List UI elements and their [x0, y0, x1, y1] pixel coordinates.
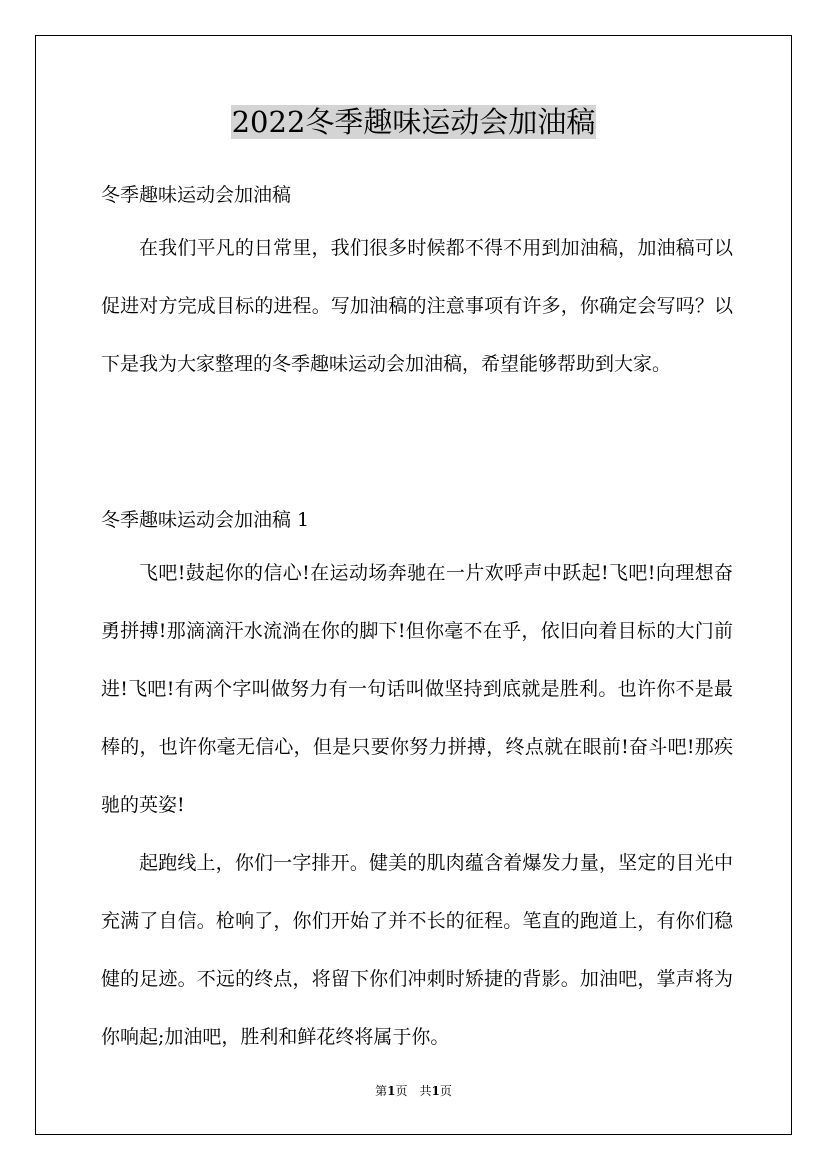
footer-suffix: 页: [439, 1084, 452, 1098]
page-footer: [0, 1083, 827, 1099]
intro-heading: 冬季趣味运动会加油稿: [101, 184, 292, 206]
section1-heading: 冬季趣味运动会加油稿 1: [101, 509, 310, 531]
footer-prefix: 第: [375, 1084, 388, 1098]
intro-paragraph: 在我们平凡的日常里，我们很多时候都不得不用到加油稿，加油稿可以促进对方完成目标的进程。写加油稿的注意事项有许多，你确定会写吗？以下是我为大家整理的冬季趣味运动会加油稿，希望能够帮助到大家。: [101, 237, 733, 375]
footer-mid: 页 共: [395, 1084, 432, 1098]
footer-page-total: 1: [431, 1084, 440, 1098]
footer-page-current: 1: [387, 1084, 396, 1098]
document-title-text: 2022冬季趣味运动会加油稿: [231, 105, 596, 139]
document-title: [0, 100, 827, 144]
section1-paragraph-1: 飞吧!鼓起你的信心!在运动场奔驰在一片欢呼声中跃起!飞吧!向理想奋勇拼搏!那滴滴汗水流淌在你的脚下!但你毫不在乎，依旧向着目标的大门前进!飞吧!有两个字叫做努力有一句话叫做坚持到底就是胜利。也许你不是最棒的，也许你毫无信心，但是只要你努力拼搏，终点就在眼前!奋斗吧!那疾驰的英姿!: [101, 562, 733, 816]
section1-paragraph-2: 起跑线上，你们一字排开。健美的肌肉蕴含着爆发力量，坚定的目光中充满了自信。枪响了，你们开始了并不长的征程。笔直的跑道上，有你们稳健的足迹。不远的终点，将留下你们冲刺时矫捷的背影。加油吧，掌声将为你响起;加油吧，胜利和鲜花终将属于你。: [101, 852, 733, 1048]
